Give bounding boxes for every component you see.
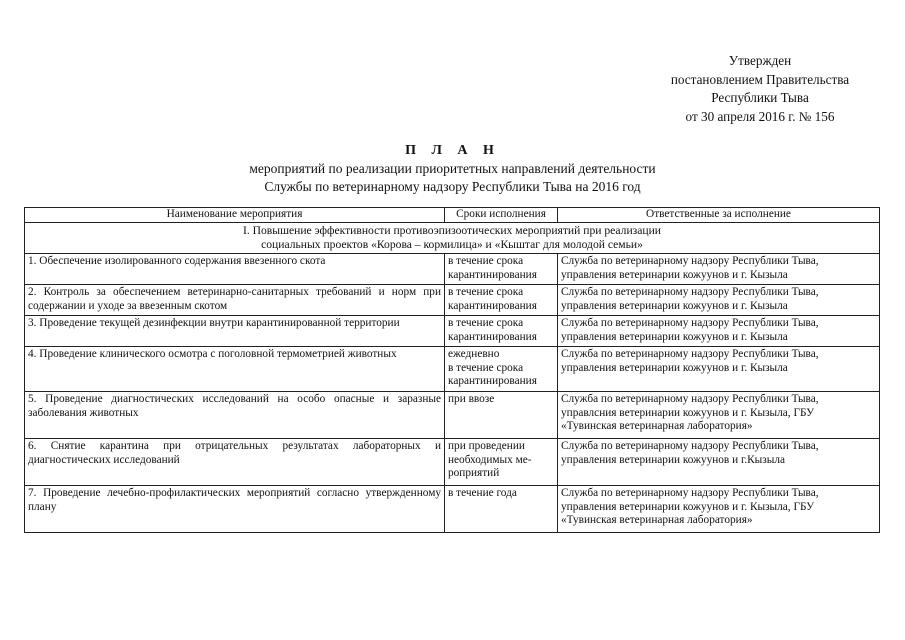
activity-term: [445, 439, 558, 486]
activity-responsible: [558, 486, 880, 533]
responsible-line: управления ветеринарии кожуунов и г. Кызыла: [561, 330, 788, 343]
activity-name: 4. Проведение клинического осмотра с поголовной термометрией животных: [25, 347, 445, 392]
responsible-line: Служба по ветеринарному надзору Республики Тыва,: [561, 440, 819, 453]
responsible-line: Служба по ветеринарному надзору Республики Тыва,: [561, 348, 819, 361]
table-header-row: [25, 208, 880, 223]
term-line: ежедневно: [448, 348, 500, 361]
responsible-line: управления ветеринарии кожуунов и г. Кызыла: [561, 299, 788, 312]
activity-responsible: [558, 285, 880, 316]
term-line: необходимых ме-: [448, 453, 532, 466]
activity-term: [445, 316, 558, 347]
term-line: в течение срока: [448, 317, 524, 330]
section-title-line-1: I. Повышение эффективности противоэпизоотических мероприятий при реализации: [242, 224, 661, 237]
activity-responsible: [558, 316, 880, 347]
table-row: [25, 285, 880, 316]
header-responsible: Ответственные за исполнение: [558, 208, 880, 223]
plan-subtitle-line-1: мероприятий по реализации приоритетных направлений деятельности: [249, 161, 656, 176]
activity-term: [445, 392, 558, 439]
activity-term: [445, 347, 558, 392]
header-activity-name: Наименование мероприятия: [25, 208, 445, 223]
term-line: роприятий: [448, 467, 500, 479]
approval-line-approved: Утвержден: [728, 53, 792, 68]
activity-name: 6. Снятие карантина при отрицательных результатах лабораторных и диагностических исследований: [25, 439, 445, 486]
responsible-line: управления ветеринарии кожуунов и г. Кызыла: [561, 361, 788, 374]
activity-term: [445, 285, 558, 316]
term-line: карантинирования: [448, 268, 537, 281]
plan-heading: П Л А Н: [405, 143, 500, 158]
approval-stamp: [640, 52, 880, 126]
term-line: карантинирования: [448, 330, 537, 343]
approval-line-date: от 30 апреля 2016 г. № 156: [685, 108, 835, 124]
responsible-line: управления ветеринарии кожуунов и г. Кызыла: [561, 268, 788, 281]
responsible-line: Служба по ветеринарному надзору Республики Тыва,: [561, 255, 819, 268]
responsible-line: «Тувинская ветеринарная лаборатория»: [561, 514, 753, 526]
plan-table: [24, 207, 880, 533]
activity-name: 7. Проведение лечебно-профилактических мероприятий согласно утвержденному плану: [25, 486, 445, 533]
table-row: [25, 439, 880, 486]
activity-term: [445, 486, 558, 533]
term-line: в течение срока: [448, 361, 524, 374]
responsible-line: Служба по ветеринарному надзору Республики Тыва,: [561, 393, 819, 406]
term-line: при проведении: [448, 440, 525, 453]
term-line: карантинирования: [448, 375, 537, 387]
activity-name: 1. Обеспечение изолированного содержания ввезенного скота: [25, 254, 445, 285]
table-row: [25, 392, 880, 439]
responsible-line: управления ветеринарии кожуунов и г. Кызыла, ГБУ: [561, 500, 815, 513]
table-row: [25, 254, 880, 285]
table-row: [25, 347, 880, 392]
activity-responsible: [558, 347, 880, 392]
term-line: в течение срока: [448, 255, 524, 268]
responsible-line: управления ветеринарии кожуунов и г.Кызыла: [561, 453, 785, 466]
section-title: [25, 223, 880, 254]
responsible-line: Служба по ветеринарному надзору Республики Тыва,: [561, 487, 819, 500]
section-title-line-2: социальных проектов «Корова – кормилица» и «Кыштаг для молодой семьи»: [261, 237, 643, 251]
activity-name: 2. Контроль за обеспечением ветеринарно-санитарных требований и норм при содержании и уходе за ввезенным скотом: [25, 285, 445, 316]
activity-responsible: [558, 439, 880, 486]
responsible-line: Служба по ветеринарному надзору Республики Тыва,: [561, 286, 819, 299]
table-row: [25, 316, 880, 347]
term-line: в течение года: [448, 487, 517, 500]
activity-responsible: [558, 254, 880, 285]
term-line: при ввозе: [448, 393, 495, 406]
activity-name: 3. Проведение текущей дезинфекции внутри карантинированной территории: [25, 316, 445, 347]
document-title: [0, 142, 905, 195]
activity-name: 5. Проведение диагностических исследований на особо опасные и заразные заболевания животных: [25, 392, 445, 439]
term-line: карантинирования: [448, 299, 537, 312]
header-deadline: Сроки исполнения: [445, 208, 558, 223]
section-row: [25, 223, 880, 254]
responsible-line: «Тувинская ветеринарная лаборатория»: [561, 420, 753, 432]
plan-subtitle-line-2: Службы по ветеринарному надзору Республики Тыва на 2016 год: [264, 178, 641, 194]
responsible-line: управлсния ветеринарии кожуунов и г. Кызыла, ГБУ: [561, 406, 815, 419]
responsible-line: Служба по ветеринарному надзору Республики Тыва,: [561, 317, 819, 330]
term-line: в течение срока: [448, 286, 524, 299]
approval-line-republic: Республики Тыва: [711, 90, 809, 105]
table-row: [25, 486, 880, 533]
activity-term: [445, 254, 558, 285]
approval-line-resolution: постановлением Правительства: [670, 71, 850, 87]
activity-responsible: [558, 392, 880, 439]
